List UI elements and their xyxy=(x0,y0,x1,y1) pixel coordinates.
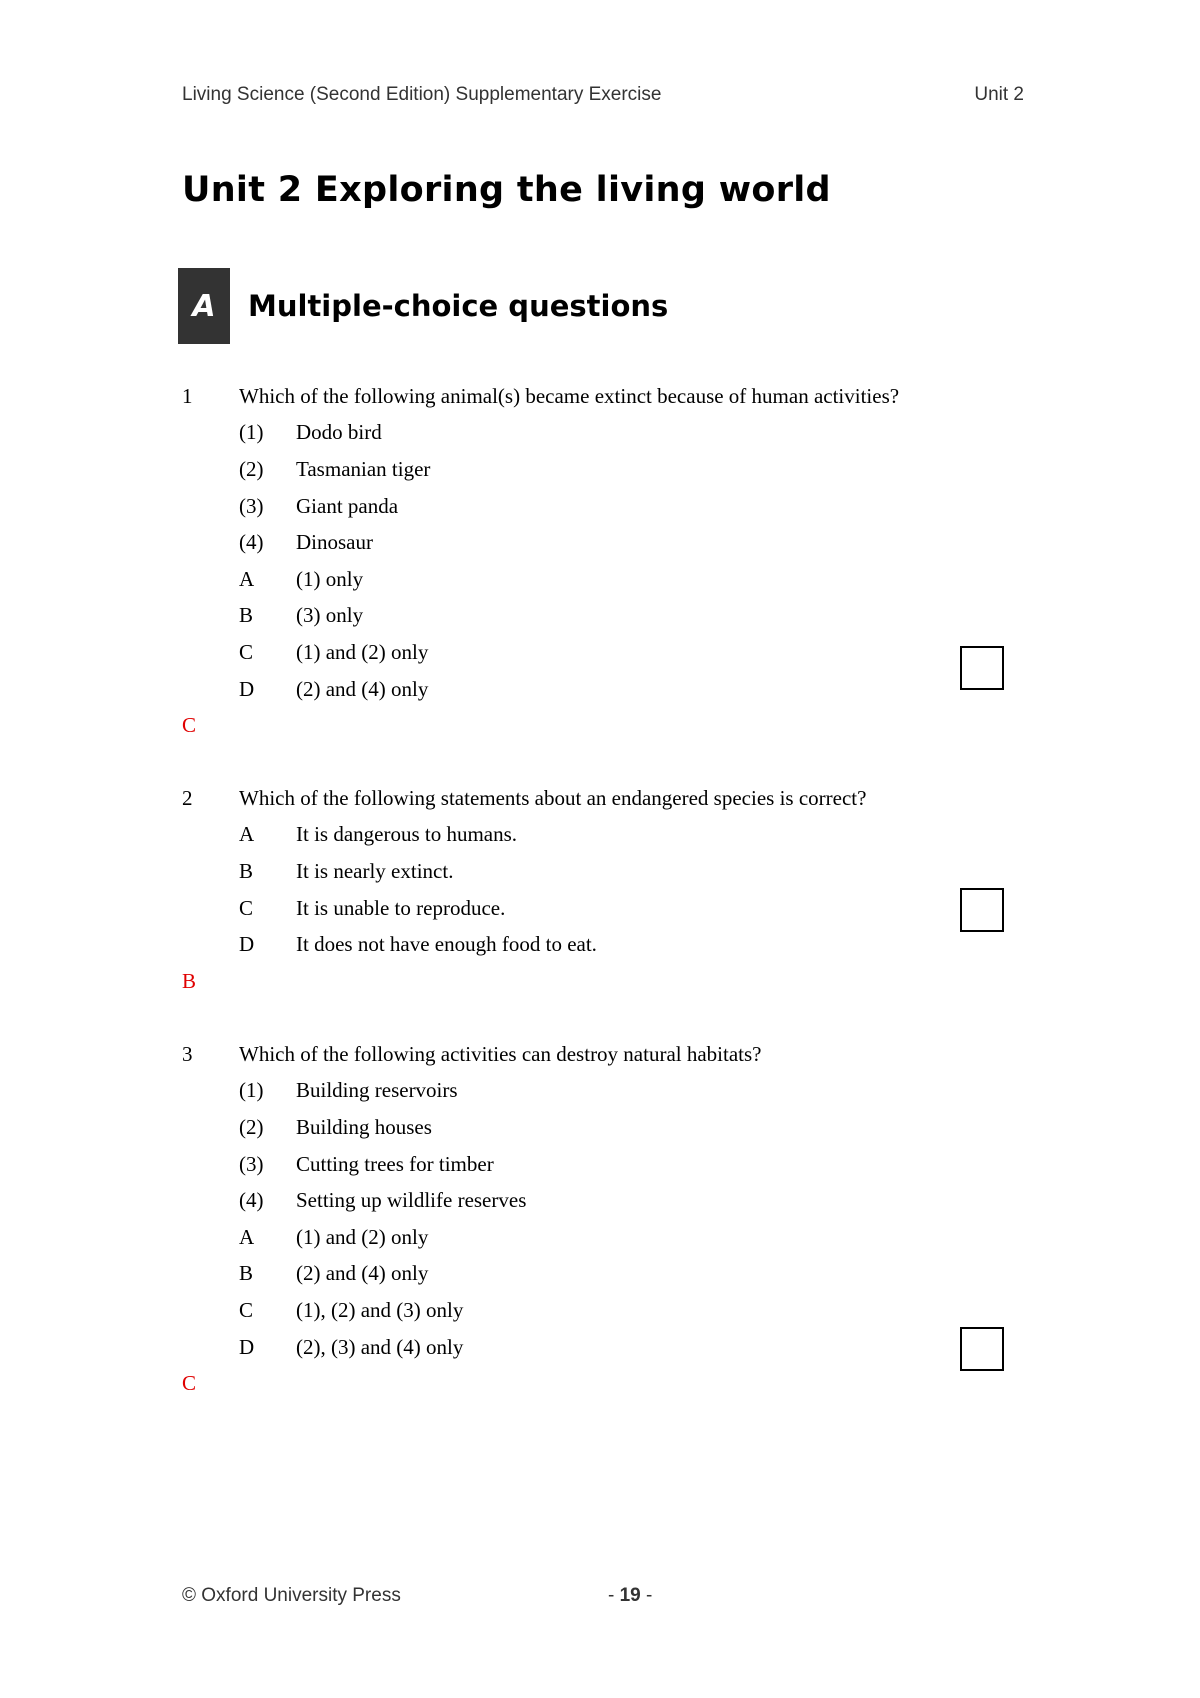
statement-item xyxy=(182,1109,1022,1146)
statement-label: (1) xyxy=(239,1078,264,1103)
header-unit: Unit 2 xyxy=(974,84,1024,105)
footer-copyright: © Oxford University Press xyxy=(182,1585,401,1606)
question-number: 2 xyxy=(182,785,193,810)
option-label: C xyxy=(239,1297,254,1322)
question-2 xyxy=(182,780,1022,1000)
option-text: (2), (3) and (4) only xyxy=(296,1334,464,1359)
option-text: (2) and (4) only xyxy=(296,676,429,701)
option-item xyxy=(182,671,1022,708)
option-item xyxy=(182,1256,1022,1293)
option-label: A xyxy=(239,1224,255,1249)
page-number-prefix: - xyxy=(608,1585,620,1606)
statement-text: Dinosaur xyxy=(296,530,373,555)
answer-key: B xyxy=(182,968,197,993)
answer-box[interactable] xyxy=(960,888,1004,932)
statement-item xyxy=(182,1182,1022,1219)
section-letter-badge: A xyxy=(178,268,230,344)
option-label: B xyxy=(239,1261,254,1286)
option-text: (1) and (2) only xyxy=(296,1224,429,1249)
statement-text: Giant panda xyxy=(296,493,399,518)
statement-text: Tasmanian tiger xyxy=(296,456,431,481)
option-text: (1) only xyxy=(296,566,364,591)
statement-item xyxy=(182,415,1022,452)
option-item xyxy=(182,890,1022,927)
option-text: (1) and (2) only xyxy=(296,639,429,664)
option-text: (2) and (4) only xyxy=(296,1261,429,1286)
statement-label: (3) xyxy=(239,1151,264,1176)
option-item xyxy=(182,1292,1022,1329)
option-label: C xyxy=(239,639,254,664)
option-label: B xyxy=(239,603,254,628)
section-title: Multiple-choice questions xyxy=(248,289,669,323)
option-text: (1), (2) and (3) only xyxy=(296,1297,464,1322)
option-text: It is dangerous to humans. xyxy=(296,822,518,847)
option-item xyxy=(182,926,1022,963)
option-label: D xyxy=(239,676,255,701)
statement-label: (3) xyxy=(239,493,264,518)
option-text: It does not have enough food to eat. xyxy=(296,932,597,957)
statement-label: (1) xyxy=(239,420,264,445)
statement-text: Building houses xyxy=(296,1114,432,1139)
page-number-value: 19 xyxy=(619,1585,641,1606)
answer-box[interactable] xyxy=(960,1327,1004,1371)
page-footer xyxy=(182,1585,1024,1607)
question-1 xyxy=(182,378,1022,744)
option-item xyxy=(182,598,1022,635)
question-text: Which of the following animal(s) became extinct because of human activities? xyxy=(239,383,900,408)
statement-text: Dodo bird xyxy=(296,420,382,445)
option-item xyxy=(182,817,1022,854)
option-text: It is unable to reproduce. xyxy=(296,895,506,920)
answer-key: C xyxy=(182,1371,197,1396)
option-item xyxy=(182,634,1022,671)
statement-label: (2) xyxy=(239,1114,264,1139)
question-number: 3 xyxy=(182,1041,193,1066)
option-text: It is nearly extinct. xyxy=(296,858,454,883)
statement-item xyxy=(182,1146,1022,1183)
answer-key: C xyxy=(182,713,197,738)
unit-title: Unit 2 Exploring the living world xyxy=(182,170,831,210)
statement-item xyxy=(182,524,1022,561)
statement-item xyxy=(182,451,1022,488)
option-item xyxy=(182,561,1022,598)
option-label: A xyxy=(239,822,255,847)
statement-text: Building reservoirs xyxy=(296,1078,458,1103)
statement-text: Setting up wildlife reserves xyxy=(296,1188,527,1213)
option-label: C xyxy=(239,895,254,920)
statement-label: (2) xyxy=(239,456,264,481)
statement-item xyxy=(182,1073,1022,1110)
page-header xyxy=(182,84,1024,106)
section-heading xyxy=(178,268,668,344)
option-label: D xyxy=(239,1334,255,1359)
statement-text: Cutting trees for timber xyxy=(296,1151,494,1176)
page-number-suffix: - xyxy=(640,1585,653,1606)
option-item xyxy=(182,853,1022,890)
option-item xyxy=(182,1329,1022,1366)
option-label: B xyxy=(239,858,254,883)
option-label: D xyxy=(239,932,255,957)
statement-item xyxy=(182,488,1022,525)
question-text: Which of the following statements about an endangered species is correct? xyxy=(239,785,867,810)
question-number: 1 xyxy=(182,383,193,408)
question-text: Which of the following activities can destroy natural habitats? xyxy=(239,1041,762,1066)
statement-label: (4) xyxy=(239,530,264,555)
option-item xyxy=(182,1219,1022,1256)
page-number xyxy=(608,1585,652,1607)
statement-label: (4) xyxy=(239,1188,264,1213)
header-book-title: Living Science (Second Edition) Supplementary Exercise xyxy=(182,84,662,105)
option-label: A xyxy=(239,566,255,591)
answer-box[interactable] xyxy=(960,646,1004,690)
option-text: (3) only xyxy=(296,603,364,628)
question-3 xyxy=(182,1036,1022,1402)
